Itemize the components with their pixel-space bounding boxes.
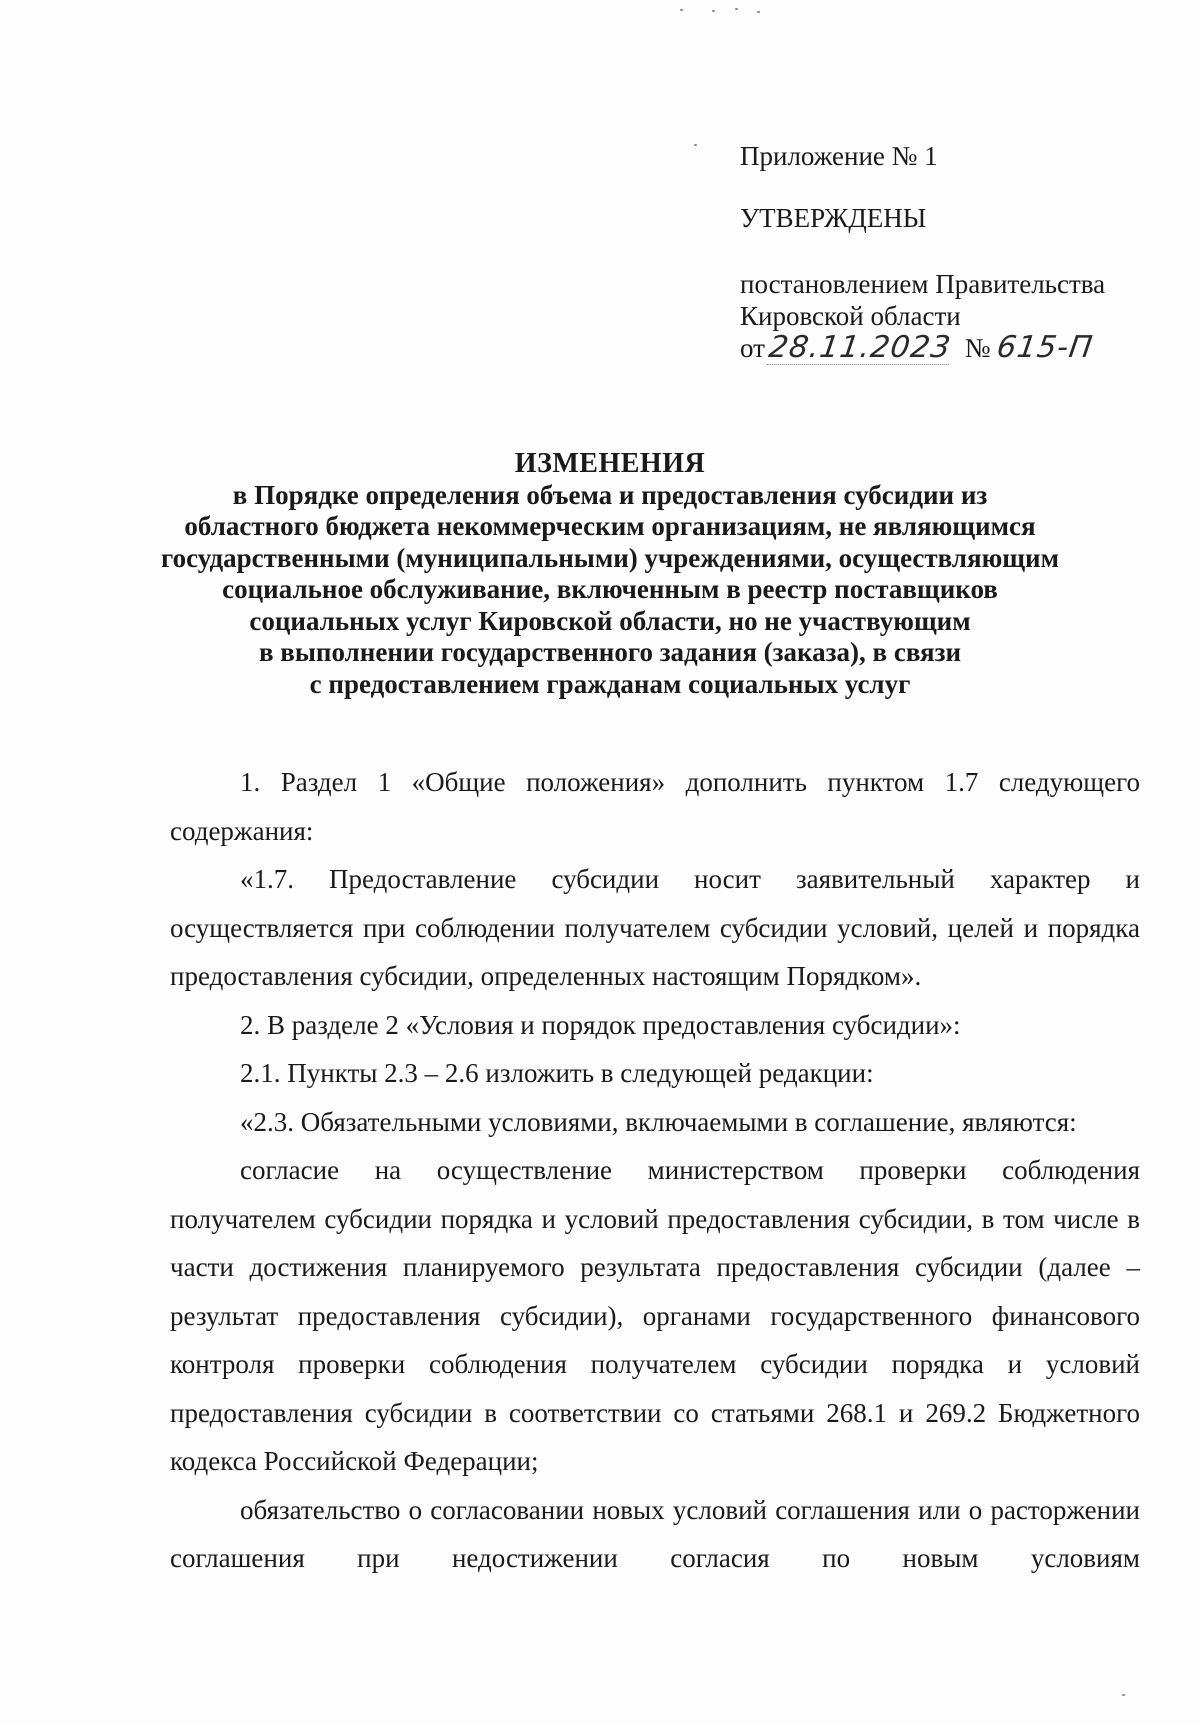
title-heading: ИЗМЕНЕНИЯ <box>514 448 706 479</box>
handwritten-date: 28.11.2023 <box>766 330 954 365</box>
paragraph: обязательство о согласовании новых условий соглашения или о расторжении соглашения при недостижении согласия по новым условиям <box>170 1494 1140 1573</box>
paragraph: «2.3. Обязательными условиями, включаемыми в соглашение, являются: <box>240 1106 1077 1137</box>
scan-speck <box>757 11 760 13</box>
resolution-line-1: постановлением Правительства <box>740 269 1106 299</box>
scan-speck <box>712 10 715 12</box>
document-body <box>170 758 1140 1583</box>
scan-speck <box>1122 1694 1125 1696</box>
number-prefix: № <box>964 333 991 363</box>
paragraph: «1.7. Предоставление субсидии носит заявительный характер и осуществляется при соблюдении получателем субсидии условий, целей и порядка предоставления субсидии, определенных настоящим Порядком». <box>170 864 1140 991</box>
scan-speck <box>680 9 683 11</box>
title-line: в Порядке определения объема и предоставления субсидии из <box>232 479 988 510</box>
date-number-line <box>740 332 1180 365</box>
title-line: социальных услуг Кировской области, но не участвующим <box>249 605 971 636</box>
approval-block <box>740 140 1180 365</box>
paragraph: 1. Раздел 1 «Общие положения» дополнить пунктом 1.7 следующего содержания: <box>170 767 1140 846</box>
scan-speck <box>694 144 697 146</box>
title-line: областного бюджета некоммерческим организациям, не являющимся <box>184 511 1036 541</box>
title-line: с предоставлением гражданам социальных услуг <box>309 668 911 699</box>
annex-label: Приложение № 1 <box>740 141 938 171</box>
handwritten-number: 615-П <box>994 330 1095 365</box>
approved-label: УТВЕРЖДЕНЫ <box>740 203 927 233</box>
paragraph: 2.1. Пункты 2.3 – 2.6 изложить в следующей редакции: <box>240 1058 874 1088</box>
document-title <box>150 448 1070 700</box>
resolution-line-2: Кировской области <box>740 301 961 331</box>
scan-speck <box>735 8 738 10</box>
title-line: государственными (муниципальными) учреждениями, осуществляющим <box>160 542 1059 573</box>
paragraph: 2. В разделе 2 «Условия и порядок предоставления субсидии»: <box>240 1009 961 1040</box>
title-line: в выполнении государственного задания (заказа), в связи <box>258 637 962 667</box>
paragraph: согласие на осуществление министерством проверки соблюдения получателем субсидии порядка и условий предоставления субсидии, в том числе в части достижения планируемого результата предоставления субсидии (далее – результат предоставления субсидии), органами государственного финансового контроля проверки соблюдения получателем субсидии порядка и условий предоставления субсидии в соответствии со статьями 268.1 и 269.2 Бюджетного кодекса Российской Федерации; <box>170 1155 1140 1476</box>
date-prefix: от <box>740 333 765 363</box>
title-line: социальное обслуживание, включенным в реестр поставщиков <box>222 574 998 604</box>
